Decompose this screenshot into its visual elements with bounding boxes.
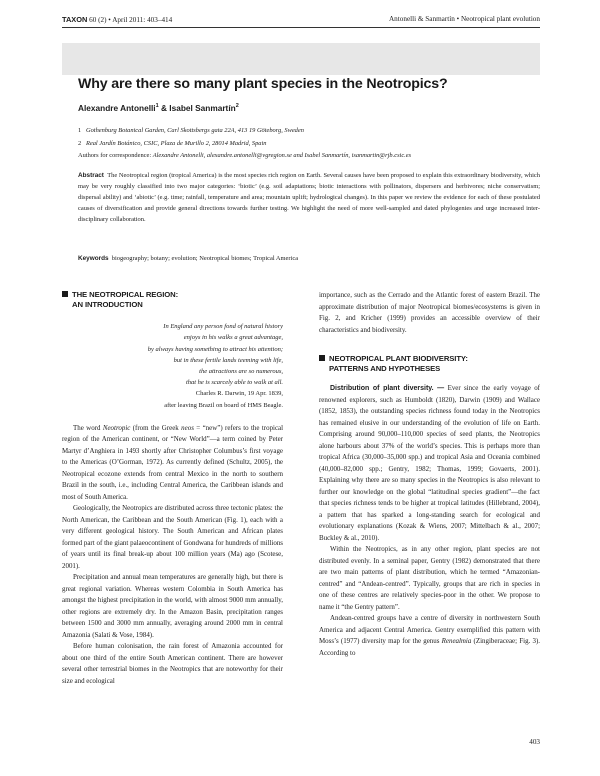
- paragraph: Before human colonisation, the rain forest of Amazonia accounted for about one third of the entire South American continent. There are however several other terrestrial biomes in the Neotropics that are noteworthy for their size and ecological: [62, 642, 283, 685]
- right-column: [319, 290, 540, 659]
- correspondence-label: Authors for correspondence:: [78, 152, 152, 159]
- section-bullet-icon: [62, 291, 68, 297]
- paragraph: Precipitation and annual mean temperatures are generally high, but there is great regional variation. Whereas western Colombia in South America has amongst the highest precipitation in the world, with almost 9000 mm annually, other regions are extremely dry. In the Amazon Basin, precipitation ranges between 1500 and 3000 mm annually, averaging around 2000 mm in central Amazonia (Salati & Vose, 1984).: [62, 573, 283, 639]
- affiliation-text: Real Jardín Botánico, CSIC, Plaza de Murillo 2, 28014 Madrid, Spain: [86, 140, 267, 147]
- affiliation-1: [78, 127, 304, 134]
- epigraph-line: by always having something to attract his attention;: [147, 345, 283, 353]
- epigraph-line: the attractions are so numerous,: [199, 368, 283, 375]
- text-run: Andean-centred groups have a centre of diversity in northwestern South America and adjacent Central America. Gentry exemplified this pattern with Moss’s (1977) diversity map for the genus: [319, 614, 540, 646]
- term: neos: [181, 423, 194, 432]
- epigraph-attribution: Charles R. Darwin, 19 Apr. 1839,: [195, 390, 283, 398]
- paragraph: [319, 383, 540, 544]
- correspondence: [78, 152, 411, 159]
- running-head: Antonelli & Sanmartín • Neotropical plant evolution: [388, 15, 540, 23]
- epigraph-line: enjoys in his walks a great advantage,: [183, 334, 283, 342]
- section-title-line2: PATTERNS AND HYPOTHESES: [329, 363, 441, 373]
- affiliation-num: 2: [78, 140, 82, 147]
- text-run: = “new”) refers to the tropical region of the American continent, or “New World”—a term coined by Peter Martyr d’Anghiera in 1493 shortly after Christopher Columbus’s first voyage to the Americas (O’Gorman, 1972). As currently defined (Schultz, 2005), the Neotropical ecozone extends from central Mexico in the north to southern Brazil in the south, i.e., including Central America, the Caribbean islands and most of South America.: [62, 423, 284, 501]
- paragraph: [62, 423, 283, 504]
- author-2: Isabel Sanmartín: [169, 103, 236, 113]
- journal-name: TAXON: [62, 15, 88, 24]
- paragraph: [319, 613, 540, 659]
- title-band: [62, 43, 540, 75]
- keywords-label: Keywords: [78, 255, 109, 262]
- affiliation-text: Gothenburg Botanical Garden, Carl Skottsbergs gata 22A, 413 19 Göteborg, Sweden: [86, 127, 304, 134]
- text-run: (from the Greek: [132, 423, 179, 432]
- epigraph-attribution: after leaving Brazil on board of HMS Beagle.: [164, 401, 283, 409]
- author-2-affil: 2: [235, 103, 239, 110]
- text-run: (Zingiberaceae; Fig. 3). According to: [319, 637, 541, 657]
- section-title-line2: AN INTRODUCTION: [72, 299, 143, 309]
- term: Renealmia: [441, 637, 472, 646]
- correspondence-emails: Alexandre Antonelli, alexandre.antonelli@vgregion.se and Isabel Sanmartín, isanmartin@rjb.csic.es: [152, 152, 412, 159]
- header-rule: [62, 27, 540, 28]
- epigraph-line: that he is scarcely able to walk at all.: [185, 379, 283, 387]
- author-line: [78, 103, 239, 113]
- journal-citation: [62, 15, 172, 24]
- left-column: [62, 290, 283, 687]
- article-title: Why are there so many plant species in the Neotropics?: [78, 76, 448, 92]
- affiliation-2: [78, 140, 266, 147]
- epigraph: [62, 321, 283, 411]
- keywords: [78, 255, 540, 262]
- keywords-text: biogeography; botany; evolution; Neotropical biomes; Tropical America: [111, 255, 299, 262]
- epigraph-line: but in these fertile lands teeming with life,: [173, 356, 283, 364]
- author-amp: &: [160, 103, 167, 113]
- section-bullet-icon: [319, 355, 325, 361]
- text-run: The word: [73, 423, 101, 432]
- paragraph: Geologically, the Neotropics are distributed across three tectonic plates: the North American, the Caribbean and the South American (Fig. 1), each with a very different geological history. The South American and African plates formed part of the giant palaeocontinent of Gondwana for hundreds of millions of years until its final break-up about 100 million years (Ma) ago (Scotese, 2001).: [62, 504, 283, 570]
- section-heading-biodiversity: [319, 354, 540, 373]
- author-1: Alexandre Antonelli: [78, 103, 156, 113]
- text-run: Ever since the early voyage of renowned explorers, such as Humboldt (1820), Darwin (1909) and Wallace (1852, 1853), the outstanding species richness found today in the Neotropics has remained elusive in our understanding of the evolution of life on Earth. Comprising around 90,000–110,000 species of seed plants, the Neotropics alone harbours about 37% of the world’s species. This is perhaps more than tropical Africa (30,000–35,000 spp.) and tropical Asia and Oceania combined (40,000–82,000 spp.; Gentry, 1982; Thomas, 1999; Govaerts, 2001). Explaining why there are so many species in the Neotropics is also relevant to further our knowledge on the global “latitudinal species gradient”—the fact that species richness tends to be higher at tropical latitudes (Hillebrand, 2004), a pattern that has sparked a long-standing search for ecological and evolutionary explanations (Kozak & Wiens, 2007; Mittelbach & al., 2007; Buckley & al., 2010).: [319, 384, 540, 542]
- abstract: [78, 170, 540, 225]
- paragraph: importance, such as the Cerrado and the Atlantic forest of eastern Brazil. The approximate distribution of major Neotropical biomes/ecosystems is given in Fig. 2, and Kricher (1999) provides an accessible overview of their characteristics and biodiversity.: [319, 291, 540, 334]
- epigraph-line: In England any person fond of natural history: [163, 323, 283, 331]
- issue-info: 60 (2) • April 2011: 403–414: [89, 16, 173, 24]
- abstract-text: The Neotropical region (tropical America) is the most species rich region on Earth. Several causes have been proposed to explain this extraordinary biodiversity, which may be very roughly classified into two major categories: ‘biotic’ (e.g. soil adaptations; biotic interactions with pollinators, dispersers and herbivores; niche conservatism; dispersal ability) and ‘abiotic’ (e.g. time; rainfall, temperature and area; mountain uplift; hydrological changes). In this paper we review the evidence for each of these postulated causes of diversification and provide general directions towards further testing. We highlight the need of more well-sampled and dated phylogenies and urge increased inter-disciplinary collaboration.: [78, 172, 540, 224]
- section-title-line1: NEOTROPICAL PLANT BIODIVERSITY:: [329, 354, 468, 363]
- paragraph: Within the Neotropics, as in any other region, plant species are not distributed evenly. In a seminal paper, Gentry (1982) demonstrated that there are two main patterns of plant distribution, which he termed “Amazonian-centred” and “Andean-centred”. Typically, groups that are rich in species in one of these centres are relatively species-poor in the other. We propose to name it “the Gentry pattern”.: [319, 545, 540, 611]
- section-heading-intro: [62, 290, 283, 309]
- page-number: 403: [529, 738, 540, 746]
- author-1-affil: 1: [155, 103, 159, 110]
- abstract-label: Abstract: [78, 172, 104, 179]
- affiliation-num: 1: [78, 127, 82, 134]
- section-title-line1: THE NEOTROPICAL REGION:: [72, 290, 179, 299]
- term: Neotropic: [102, 423, 131, 432]
- runin-heading: Distribution of plant diversity. —: [330, 385, 445, 393]
